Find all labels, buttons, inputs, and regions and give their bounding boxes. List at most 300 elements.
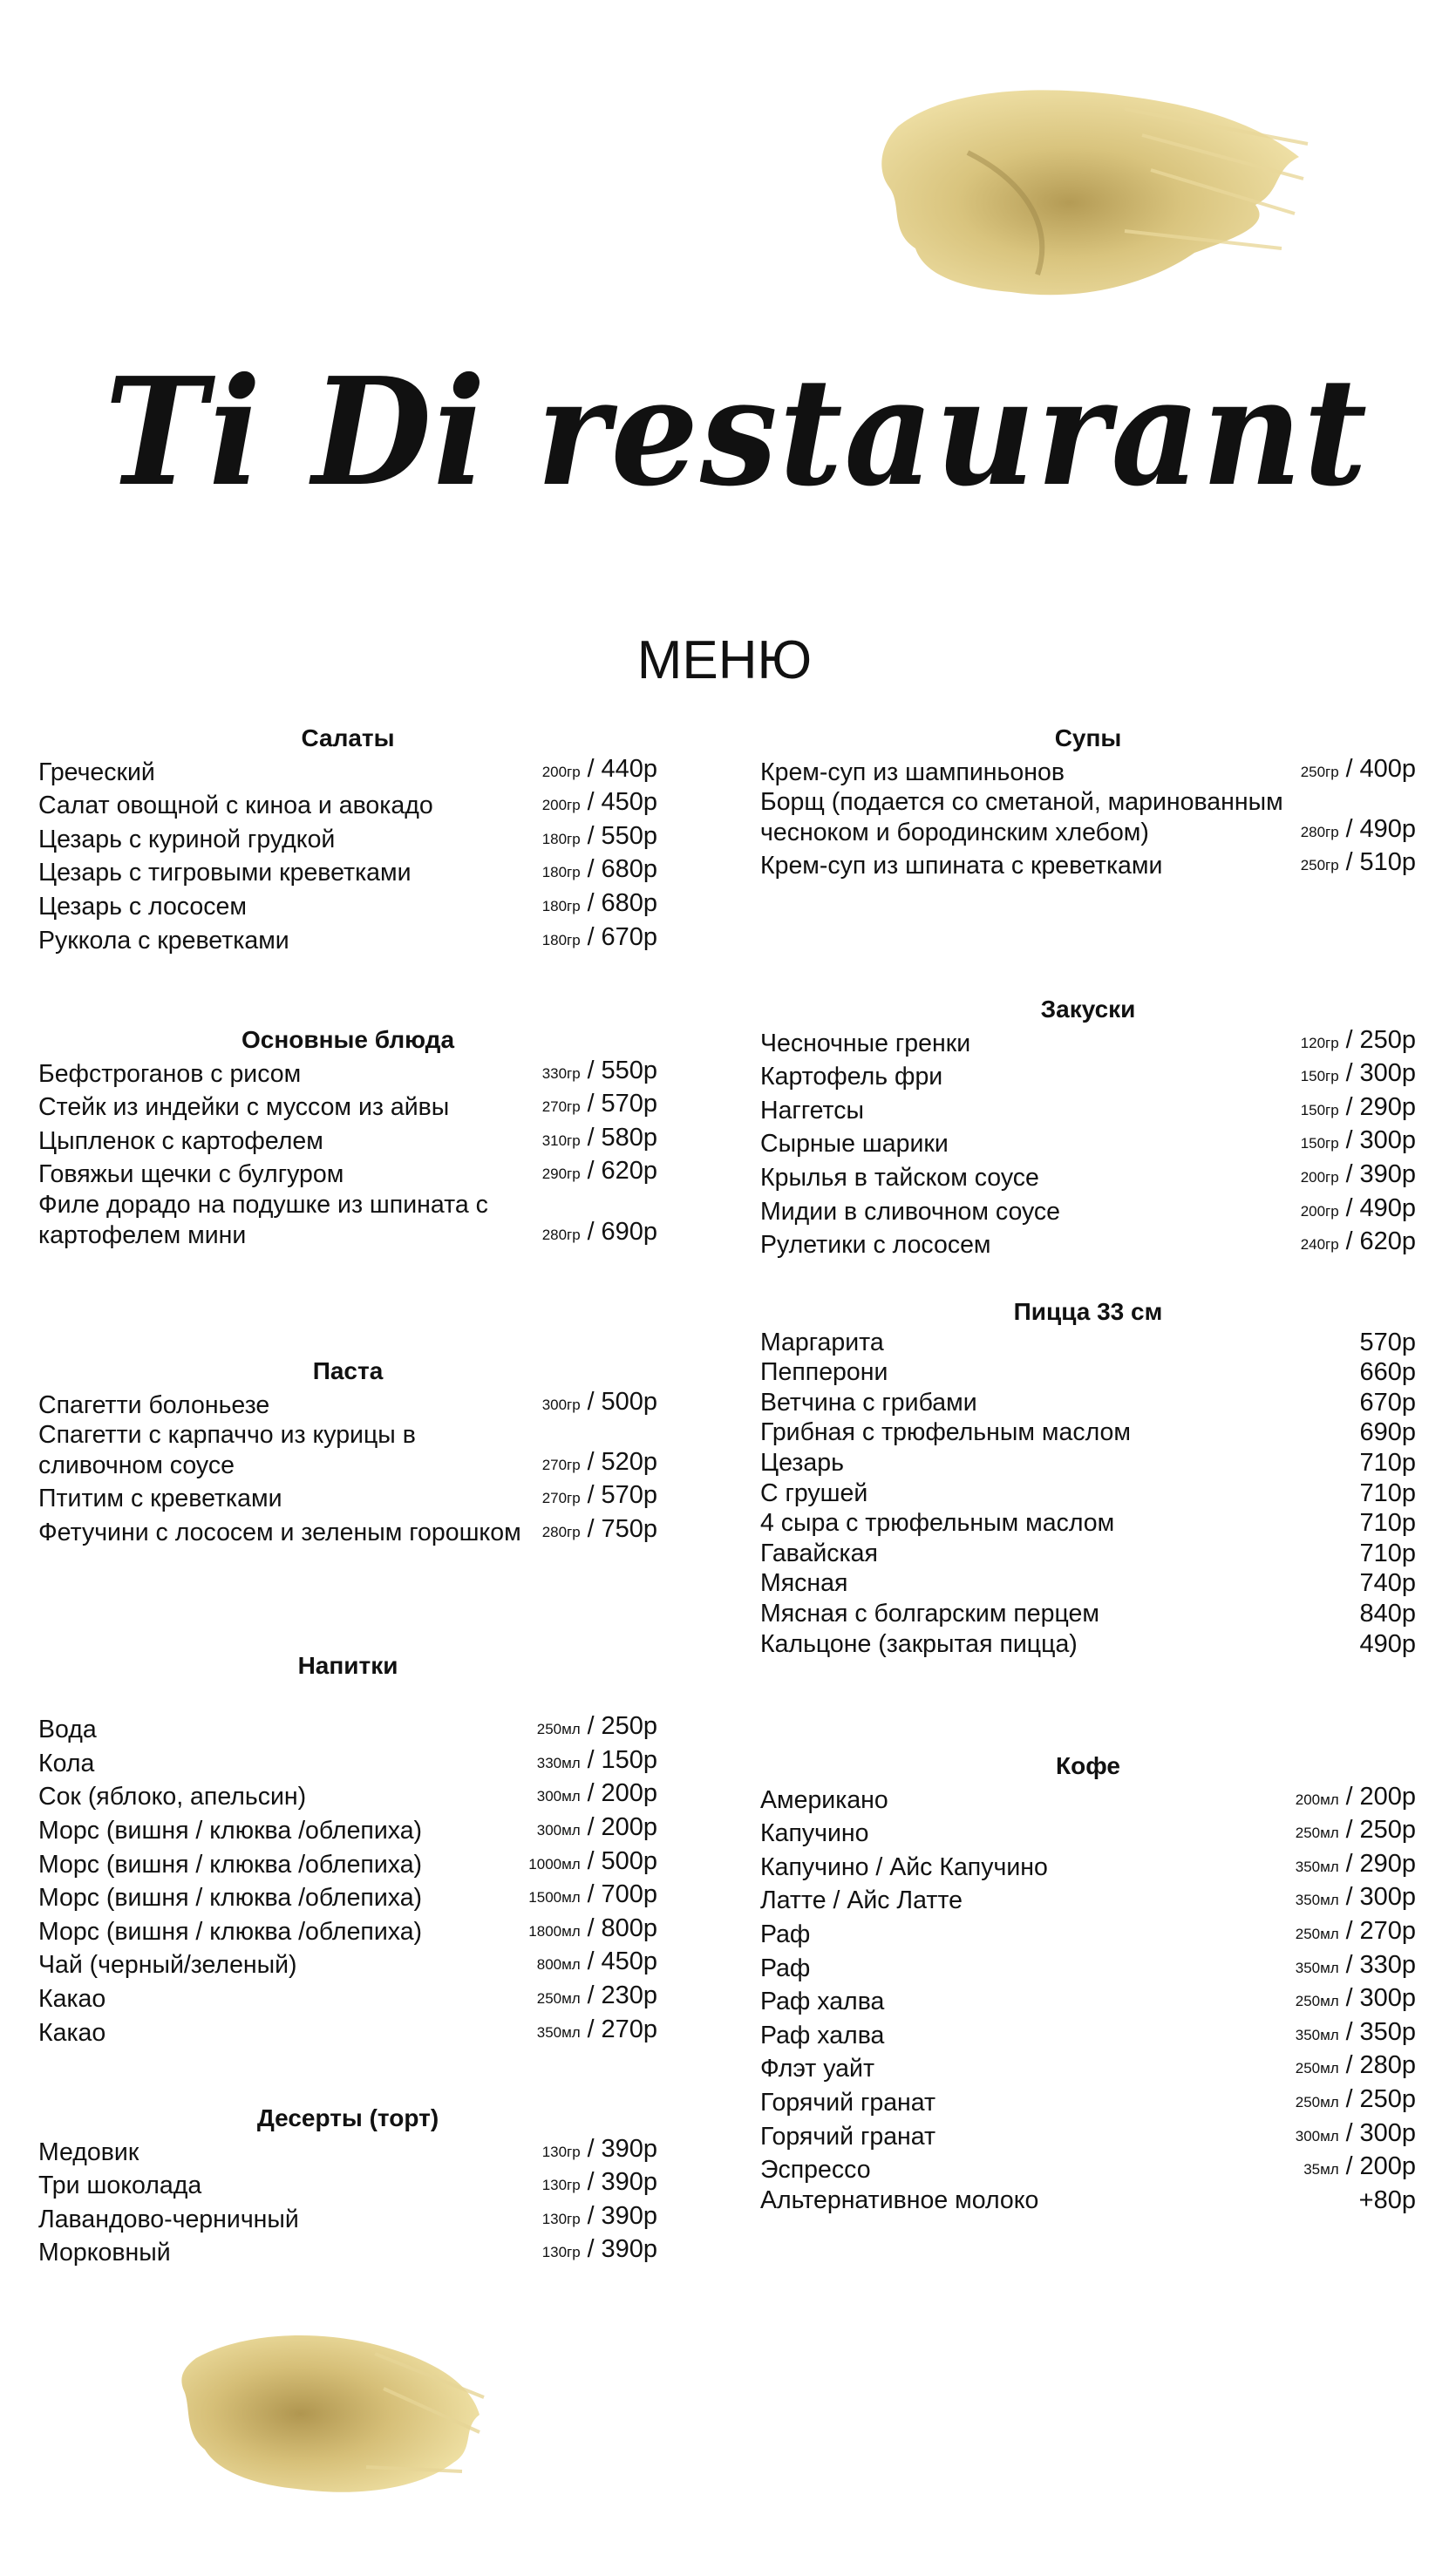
menu-item-weight: 350мл xyxy=(536,2023,581,2041)
menu-item-name: Раф халва xyxy=(760,1988,885,2016)
menu-item xyxy=(38,1846,657,1880)
menu-item-cost: 350р xyxy=(1359,2017,1416,2046)
menu-item-name: Мясная с болгарским перцем xyxy=(760,1599,1099,1628)
menu-item xyxy=(760,1357,1416,1388)
menu-item xyxy=(760,2017,1416,2051)
page-title: МЕНЮ xyxy=(636,630,813,690)
menu-item xyxy=(38,1480,657,1514)
menu-item-name: Мидии в сливочном соусе xyxy=(760,1197,1061,1226)
menu-item-cost: 200р xyxy=(601,1779,657,1808)
menu-item xyxy=(38,1089,657,1123)
menu-item xyxy=(38,1387,657,1421)
menu-item-weight: 180гр xyxy=(541,931,581,948)
menu-item xyxy=(38,1514,657,1548)
menu-item-cost: 740р xyxy=(1359,1569,1416,1598)
menu-item-cost: 200р xyxy=(601,1812,657,1841)
menu-item xyxy=(38,1123,657,1157)
section-salads xyxy=(38,724,657,955)
menu-item-price-block: 330мл / 150р xyxy=(536,1745,657,1774)
menu-item-name: Мясная xyxy=(760,1569,848,1598)
menu-item-cost: 300р xyxy=(1359,2118,1416,2147)
menu-item xyxy=(760,2151,1416,2185)
menu-item-price-block: 300мл / 200р xyxy=(536,1779,657,1808)
menu-item-price-block: 180гр / 550р xyxy=(541,821,657,850)
menu-item-cost: 710р xyxy=(1359,1478,1416,1507)
menu-item-cost: +80р xyxy=(1358,2185,1416,2214)
menu-item-weight: 300мл xyxy=(536,1821,581,1839)
menu-item-cost: 390р xyxy=(1359,1159,1416,1188)
menu-item-name: Морс (вишня / клюква /облепиха) xyxy=(38,1884,423,1913)
menu-item xyxy=(760,1916,1416,1950)
menu-item-cost: 580р xyxy=(601,1123,657,1152)
menu-item-price-block xyxy=(1359,1388,1416,1418)
menu-item xyxy=(760,1629,1416,1660)
menu-item-weight: 300гр xyxy=(541,1396,581,1413)
menu-item xyxy=(760,787,1416,847)
menu-item-name: Наггетсы xyxy=(760,1096,864,1125)
menu-item-name: Рулетики с лососем xyxy=(760,1231,991,1260)
section-title: Паста xyxy=(312,1357,384,1384)
menu-item-name: Фетучини с лососем и зеленым горошком xyxy=(38,1518,521,1546)
menu-item xyxy=(38,2134,657,2168)
menu-item-weight: 240гр xyxy=(1300,1236,1339,1254)
menu-item-weight: 150гр xyxy=(1300,1068,1339,1085)
menu-item-price-block xyxy=(1359,1629,1416,1660)
menu-item-price-block xyxy=(1359,1417,1416,1448)
menu-item-cost: 710р xyxy=(1359,1448,1416,1477)
menu-item-cost: 700р xyxy=(601,1880,657,1909)
menu-item-price-block: 240гр / 620р xyxy=(1300,1227,1416,1256)
menu-item-name: Борщ (подается со сметаной, маринованным чесноком и бородинским хлебом) xyxy=(760,788,1283,846)
section-pasta xyxy=(38,1356,657,1548)
menu-item-weight: 1000мл xyxy=(528,1855,581,1873)
menu-item xyxy=(760,1508,1416,1539)
menu-item-name: Горячий гранат xyxy=(760,2088,936,2117)
menu-item-price-block: 200гр / 450р xyxy=(541,788,657,817)
menu-item-weight: 180гр xyxy=(541,830,581,847)
menu-item-price-block: 150гр / 300р xyxy=(1300,1059,1416,1088)
menu-item xyxy=(760,1058,1416,1092)
menu-item-weight: 1500мл xyxy=(528,1889,581,1907)
menu-item-cost: 690р xyxy=(601,1217,657,1246)
menu-item-name: 4 сыра с трюфельным маслом xyxy=(760,1509,1115,1538)
menu-item-weight: 200гр xyxy=(1300,1168,1339,1186)
section-desserts xyxy=(38,2104,657,2268)
menu-item xyxy=(760,1328,1416,1358)
menu-item-price-block: 150гр / 290р xyxy=(1300,1092,1416,1121)
menu-item-weight: 130гр xyxy=(541,2244,581,2261)
menu-item-name: Греческий xyxy=(38,758,155,786)
section-title: Закуски xyxy=(1040,996,1136,1023)
menu-item-name: Сырные шарики xyxy=(760,1130,949,1159)
menu-item xyxy=(38,922,657,956)
menu-item-price-block: 250мл / 250р xyxy=(536,1712,657,1741)
menu-item-cost: 710р xyxy=(1359,1509,1416,1538)
menu-item-name: Латте / Айс Латте xyxy=(760,1886,963,1915)
menu-item-price-block xyxy=(1359,1448,1416,1478)
menu-item xyxy=(760,754,1416,788)
menu-item-weight: 280гр xyxy=(541,1523,581,1540)
menu-item-weight: 310гр xyxy=(541,1132,581,1149)
menu-item-cost: 680р xyxy=(601,855,657,884)
menu-item-price-block: 270гр / 520р xyxy=(541,1447,657,1476)
menu-item-price-block xyxy=(1359,1599,1416,1629)
menu-item-name: Крылья в тайском соусе xyxy=(760,1163,1039,1192)
menu-item-name: Крем-суп из шпината с креветками xyxy=(760,852,1163,880)
menu-item-name: Ветчина с грибами xyxy=(760,1388,977,1417)
menu-item-price-block: 250гр / 510р xyxy=(1300,848,1416,877)
menu-item-price-block: 150гр / 300р xyxy=(1300,1126,1416,1155)
menu-item-name: Маргарита xyxy=(760,1328,884,1356)
menu-item-price-block: 35мл / 200р xyxy=(1303,2152,1416,2181)
section-soups xyxy=(760,724,1416,881)
menu-item-cost: 490р xyxy=(1359,1629,1416,1658)
menu-item-price-block: 800мл / 450р xyxy=(536,1947,657,1976)
menu-item-price-block: 290гр / 620р xyxy=(541,1157,657,1186)
menu-item-weight: 120гр xyxy=(1300,1034,1339,1051)
menu-item xyxy=(38,854,657,888)
menu-item xyxy=(760,1983,1416,2017)
menu-item xyxy=(38,787,657,821)
menu-item-name: Чесночные гренки xyxy=(760,1029,971,1057)
menu-item-cost: 280р xyxy=(1359,2051,1416,2080)
menu-item-cost: 230р xyxy=(601,1981,657,2009)
menu-item-weight: 200мл xyxy=(1295,1791,1339,1808)
menu-item-name: Стейк из индейки с муссом из айвы xyxy=(38,1093,450,1122)
menu-item-name: Медовик xyxy=(38,2138,139,2166)
menu-item-cost: 300р xyxy=(1359,1126,1416,1155)
menu-item-weight: 150гр xyxy=(1300,1101,1339,1118)
menu-item-name: Морковный xyxy=(38,2239,171,2267)
menu-item-cost: 450р xyxy=(601,1947,657,1976)
menu-item-cost: 440р xyxy=(601,754,657,783)
menu-item-name: Морс (вишня / клюква /облепиха) xyxy=(38,1816,423,1845)
menu-item xyxy=(38,1056,657,1090)
menu-item-name: Морс (вишня / клюква /облепиха) xyxy=(38,1850,423,1879)
menu-item xyxy=(760,2050,1416,2084)
menu-item-price-block: 200гр / 440р xyxy=(541,754,657,783)
menu-item-cost: 250р xyxy=(1359,2084,1416,2113)
menu-item-name: Цезарь xyxy=(760,1448,844,1477)
menu-item-price-block: 350мл / 350р xyxy=(1295,2017,1416,2046)
menu-item xyxy=(760,1448,1416,1478)
menu-item-price-block: 1800мл / 800р xyxy=(528,1913,657,1942)
menu-item-weight: 130гр xyxy=(541,2210,581,2227)
menu-item-weight: 250гр xyxy=(1300,763,1339,780)
section-title: Пицца 33 см xyxy=(1013,1298,1163,1325)
menu-item-price-block xyxy=(1359,1357,1416,1388)
section-main-dishes xyxy=(38,1025,657,1250)
menu-item xyxy=(38,2234,657,2268)
menu-item-weight: 280гр xyxy=(541,1226,581,1243)
menu-item-price-block: 280гр / 490р xyxy=(1300,814,1416,843)
menu-item xyxy=(38,821,657,855)
menu-item-cost: 570р xyxy=(1359,1328,1416,1356)
menu-item-name: Горячий гранат xyxy=(760,2122,936,2151)
menu-item xyxy=(38,1913,657,1947)
menu-item-price-block: 350мл / 300р xyxy=(1295,1883,1416,1912)
menu-item-price-block xyxy=(1359,1568,1416,1599)
menu-item xyxy=(760,1599,1416,1629)
menu-item-price-block: 270гр / 570р xyxy=(541,1481,657,1510)
menu-item-price-block: 300мл / 200р xyxy=(536,1812,657,1841)
menu-item-name: Лавандово-черничный xyxy=(38,2205,299,2233)
menu-item-cost: 250р xyxy=(601,1712,657,1741)
menu-item-cost: 690р xyxy=(1359,1418,1416,1447)
menu-item xyxy=(38,2015,657,2049)
menu-item-cost: 670р xyxy=(1359,1388,1416,1417)
menu-item-price-block: 350мл / 290р xyxy=(1295,1849,1416,1878)
menu-item-weight: 280гр xyxy=(1300,823,1339,840)
menu-item xyxy=(760,1193,1416,1227)
gold-brush-stroke-top xyxy=(863,74,1316,309)
menu-item xyxy=(760,1125,1416,1159)
section-title: Десерты (торт) xyxy=(256,2104,439,2131)
menu-item-cost: 510р xyxy=(1359,848,1416,877)
menu-item xyxy=(760,1782,1416,1816)
menu-item xyxy=(38,754,657,788)
menu-item-cost: 270р xyxy=(1359,1916,1416,1945)
menu-item xyxy=(760,1417,1416,1448)
section-drinks xyxy=(38,1651,657,2048)
menu-item-cost: 390р xyxy=(601,2235,657,2264)
menu-item-weight: 350мл xyxy=(1295,1858,1339,1875)
menu-item-cost: 620р xyxy=(601,1157,657,1186)
menu-item-cost: 450р xyxy=(601,788,657,817)
menu-item-price-block: 350мл / 270р xyxy=(536,2015,657,2043)
menu-item-weight: 250мл xyxy=(1295,1825,1339,1842)
menu-item-weight: 330гр xyxy=(541,1064,581,1082)
menu-item-weight: 250мл xyxy=(536,1721,581,1738)
menu-item xyxy=(38,1745,657,1779)
menu-item-weight: 200гр xyxy=(1300,1202,1339,1220)
menu-item-weight: 180гр xyxy=(541,864,581,881)
menu-item-price-block: 330гр / 550р xyxy=(541,1056,657,1084)
menu-item-weight: 130гр xyxy=(541,2177,581,2194)
section-title: Напитки xyxy=(297,1652,398,1679)
gold-brush-stroke-bottom xyxy=(174,2319,488,2502)
menu-item xyxy=(760,1815,1416,1849)
menu-item-name: Альтернативное молоко xyxy=(760,2185,1039,2214)
menu-item-cost: 660р xyxy=(1359,1358,1416,1387)
menu-item-price-block: 250мл / 250р xyxy=(1295,1816,1416,1845)
menu-item-name: Американо xyxy=(760,1785,888,1814)
menu-item-weight: 290гр xyxy=(541,1166,581,1183)
menu-item-price-block: 120гр / 250р xyxy=(1300,1025,1416,1054)
menu-item-weight: 250мл xyxy=(1295,1925,1339,1942)
menu-item-price-block: 280гр / 750р xyxy=(541,1514,657,1543)
menu-item-name: Цезарь с куриной грудкой xyxy=(38,825,336,853)
section-snacks xyxy=(760,995,1416,1261)
menu-item-price-block: 250мл / 300р xyxy=(1295,1984,1416,2013)
menu-item-name: Спагетти с карпаччо из курицы в сливочном соусе xyxy=(38,1421,416,1479)
menu-item xyxy=(760,1849,1416,1883)
menu-item-price-block: 180гр / 680р xyxy=(541,888,657,917)
menu-item-weight: 250мл xyxy=(1295,1993,1339,2010)
menu-item-cost: 500р xyxy=(601,1387,657,1416)
menu-item-cost: 570р xyxy=(601,1090,657,1118)
menu-item-name: Салат овощной с киноа и авокадо xyxy=(38,792,433,820)
menu-item-price-block: 250мл / 250р xyxy=(1295,2084,1416,2113)
menu-item xyxy=(38,1879,657,1913)
menu-item xyxy=(760,2185,1416,2216)
menu-item xyxy=(760,1539,1416,1569)
menu-item xyxy=(760,1159,1416,1193)
menu-item-name: С грушей xyxy=(760,1478,868,1507)
menu-item-cost: 570р xyxy=(601,1481,657,1510)
menu-item-name: Грибная с трюфельным маслом xyxy=(760,1418,1131,1447)
menu-item-price-block: 250гр / 400р xyxy=(1300,754,1416,783)
menu-item-name: Крем-суп из шампиньонов xyxy=(760,758,1065,786)
menu-item-name: Чай (черный/зеленый) xyxy=(38,1951,297,1980)
section-title: Супы xyxy=(1054,724,1122,751)
menu-item-name: Говяжьи щечки с булгуром xyxy=(38,1160,344,1189)
menu-item xyxy=(760,847,1416,881)
menu-item-weight: 300мл xyxy=(536,1788,581,1805)
menu-item xyxy=(38,2201,657,2235)
menu-item-cost: 200р xyxy=(1359,2152,1416,2181)
menu-item-price-block: 250мл / 270р xyxy=(1295,1916,1416,1945)
menu-item-name: Вода xyxy=(38,1716,97,1744)
menu-item-cost: 800р xyxy=(601,1913,657,1942)
menu-item-weight: 130гр xyxy=(541,2143,581,2160)
menu-item-cost: 500р xyxy=(601,1846,657,1875)
menu-item-cost: 250р xyxy=(1359,1816,1416,1845)
menu-item-weight: 300мл xyxy=(1295,2127,1339,2144)
menu-item-weight: 180гр xyxy=(541,897,581,914)
menu-item-price-block: 130гр / 390р xyxy=(541,2168,657,2197)
menu-item-cost: 840р xyxy=(1359,1599,1416,1628)
menu-item xyxy=(760,1025,1416,1059)
menu-item-price-block: 200мл / 200р xyxy=(1295,1782,1416,1811)
section-pizza xyxy=(760,1297,1416,1659)
menu-item-name: Сок (яблоко, апельсин) xyxy=(38,1783,307,1811)
svg-text:Ti Di restaurant: Ti Di restaurant xyxy=(105,353,1369,520)
section-title: Кофе xyxy=(1056,1752,1120,1779)
menu-item-name: Какао xyxy=(38,1984,106,2013)
menu-item-weight: 800мл xyxy=(536,1956,581,1974)
menu-item xyxy=(38,888,657,922)
menu-item-weight: 350мл xyxy=(1295,2026,1339,2043)
menu-item xyxy=(760,1388,1416,1418)
menu-item-name: Филе дорадо на подушке из шпината с картофелем мини xyxy=(38,1190,488,1249)
menu-item-cost: 300р xyxy=(1359,1984,1416,2013)
menu-item-name: Раф халва xyxy=(760,2021,885,2049)
menu-item-cost: 250р xyxy=(1359,1025,1416,1054)
menu-item xyxy=(760,1227,1416,1261)
menu-item-price-block: 1000мл / 500р xyxy=(528,1846,657,1875)
menu-item xyxy=(760,2118,1416,2152)
menu-item-weight: 250мл xyxy=(1295,2060,1339,2077)
menu-item-price-block: 270гр / 570р xyxy=(541,1090,657,1118)
menu-item-cost: 620р xyxy=(1359,1227,1416,1256)
menu-item xyxy=(38,1981,657,2015)
menu-item-weight: 350мл xyxy=(1295,1892,1339,1909)
menu-item-price-block: 130гр / 390р xyxy=(541,2201,657,2230)
menu-item-weight: 250мл xyxy=(536,1989,581,2007)
menu-item-cost: 490р xyxy=(1359,814,1416,843)
menu-item-price-block: 280гр / 690р xyxy=(541,1217,657,1246)
menu-item-cost: 520р xyxy=(601,1447,657,1476)
menu-item xyxy=(760,1882,1416,1916)
menu-item-weight: 200гр xyxy=(541,763,581,780)
menu-item-weight: 270гр xyxy=(541,1098,581,1116)
menu-item-name: Цезарь с лососем xyxy=(38,892,247,921)
menu-item-weight: 150гр xyxy=(1300,1135,1339,1152)
menu-item-name: Бефстроганов с рисом xyxy=(38,1059,302,1088)
menu-item-cost: 330р xyxy=(1359,1950,1416,1979)
menu-item-name: Картофель фри xyxy=(760,1063,943,1091)
menu-item-price-block: 250мл / 280р xyxy=(1295,2051,1416,2080)
menu-item-price-block: 250мл / 230р xyxy=(536,1981,657,2009)
menu-item xyxy=(760,1568,1416,1599)
menu-item xyxy=(38,1420,657,1480)
menu-item-name: Морс (вишня / клюква /облепиха) xyxy=(38,1917,423,1946)
menu-item-name: Руккола с креветками xyxy=(38,926,289,955)
menu-item-cost: 290р xyxy=(1359,1092,1416,1121)
menu-item-price-block: 200гр / 390р xyxy=(1300,1159,1416,1188)
menu-item-cost: 400р xyxy=(1359,754,1416,783)
menu-item-weight: 200гр xyxy=(541,797,581,814)
menu-item-name: Спагетти болоньезе xyxy=(38,1390,270,1419)
menu-item-name: Флэт уайт xyxy=(760,2055,874,2083)
menu-item-weight: 250мл xyxy=(1295,2093,1339,2110)
menu-item xyxy=(760,1092,1416,1126)
menu-item xyxy=(38,1711,657,1745)
menu-item-price-block: 130гр / 390р xyxy=(541,2134,657,2163)
menu-item-name: Цыпленок с картофелем xyxy=(38,1126,323,1155)
menu-item-price-block xyxy=(1359,1328,1416,1358)
menu-item-price-block: 180гр / 670р xyxy=(541,922,657,951)
menu-item-name: Три шоколада xyxy=(38,2172,202,2200)
menu-item xyxy=(38,1190,657,1250)
menu-item-cost: 300р xyxy=(1359,1883,1416,1912)
menu-item xyxy=(760,1950,1416,1984)
menu-item xyxy=(760,1478,1416,1509)
menu-item xyxy=(38,1947,657,1981)
menu-item-weight: 35мл xyxy=(1303,2161,1339,2178)
menu-item-weight: 270гр xyxy=(541,1490,581,1507)
section-title: Салаты xyxy=(301,724,395,751)
menu-item-cost: 390р xyxy=(601,2168,657,2197)
menu-item-cost: 750р xyxy=(601,1514,657,1543)
menu-item-cost: 670р xyxy=(601,922,657,951)
menu-item-name: Капучино / Айс Капучино xyxy=(760,1852,1048,1881)
menu-item-name: Кола xyxy=(38,1749,95,1777)
menu-item-cost: 710р xyxy=(1359,1539,1416,1567)
menu-item-cost: 490р xyxy=(1359,1193,1416,1222)
menu-item-name: Птитим с креветками xyxy=(38,1485,282,1513)
restaurant-logo xyxy=(105,353,1378,527)
menu-item-name: Кальцоне (закрытая пицца) xyxy=(760,1629,1078,1658)
menu-item-name: Какао xyxy=(38,2018,106,2047)
menu-item-price-block: 350мл / 330р xyxy=(1295,1950,1416,1979)
menu-item-name: Пепперони xyxy=(760,1358,888,1387)
menu-item-name: Гавайская xyxy=(760,1539,878,1567)
menu-item-weight: 1800мл xyxy=(528,1922,581,1940)
menu-item-price-block: 300гр / 500р xyxy=(541,1387,657,1416)
menu-item-price-block xyxy=(1359,1478,1416,1509)
menu-item xyxy=(38,1778,657,1812)
menu-item-price-block xyxy=(1359,1539,1416,1569)
menu-item-cost: 270р xyxy=(601,2015,657,2043)
menu-item xyxy=(760,2084,1416,2118)
menu-item xyxy=(38,1812,657,1846)
menu-item-price-block: 300мл / 300р xyxy=(1295,2118,1416,2147)
menu-item-name: Раф xyxy=(760,1954,811,1982)
menu-item-cost: 680р xyxy=(601,888,657,917)
menu-item xyxy=(38,1156,657,1190)
